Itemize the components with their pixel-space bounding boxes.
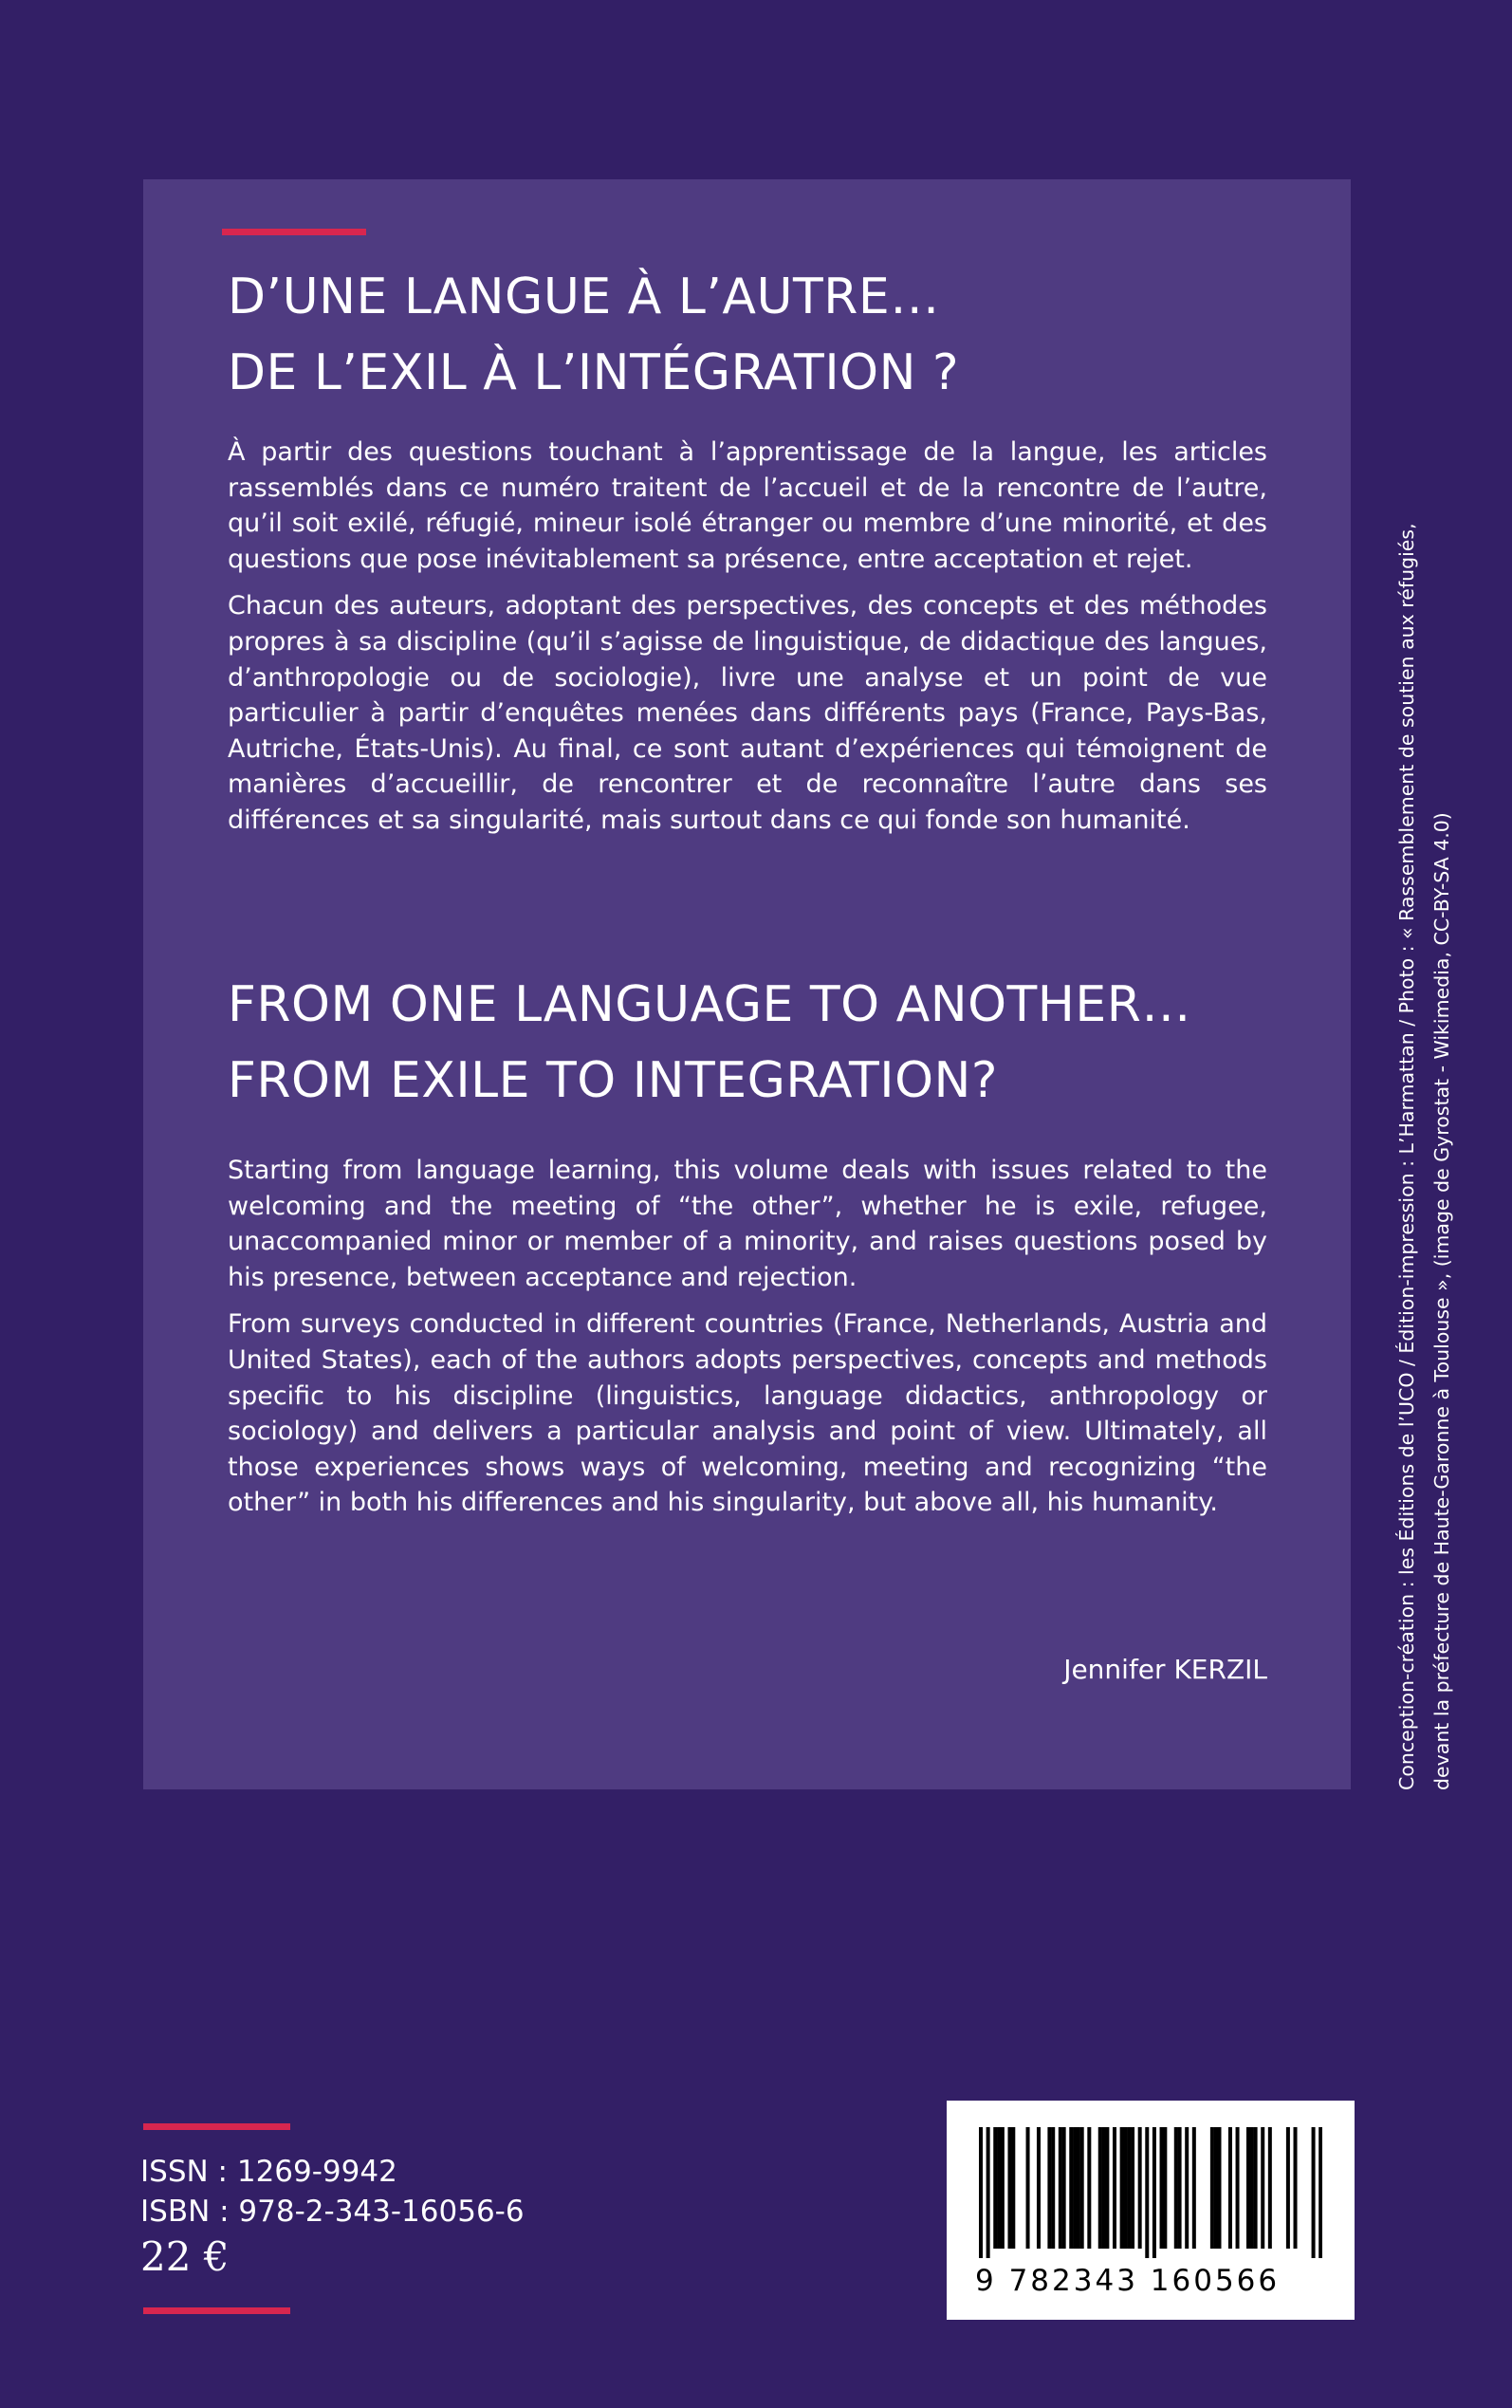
- barcode-bar: [993, 2127, 997, 2249]
- french-description: [228, 435, 1267, 850]
- barcode-bar: [979, 2127, 983, 2258]
- french-title: [228, 259, 1281, 411]
- credits-line2: devant la préfecture de Haute-Garonne à Toulouse », (image de Gyrostat - Wikimedia, CC-BY-SA 4.0): [1430, 812, 1453, 1790]
- english-paragraph-2: From surveys conducted in different countries (France, Netherlands, Austria and United States), each of the authors adopts perspectives, concepts and methods specific to his discipline (linguistics, language didactics, anthropology or sociology) and delivers a particular analysis and point of view. Ultimately, all those experiences shows ways of welcoming, meeting and recognizing “the other” in both his differences and his singularity, but above all, his humanity.: [228, 1309, 1267, 1518]
- barcode-bar: [1214, 2127, 1218, 2249]
- french-title-line1: D’UNE LANGUE À L’AUTRE…: [228, 269, 940, 325]
- english-paragraph-1: Starting from language learning, this volume deals with issues related to the welcoming and the meeting of “the other”, whether he is exile, refugee, unaccompanied minor or member of a minority, and raises questions posed by his presence, between acceptance and rejection.: [228, 1156, 1267, 1292]
- barcode-bar: [1131, 2127, 1134, 2249]
- barcode-bar: [1047, 2127, 1051, 2249]
- barcode-bar: [1051, 2127, 1055, 2249]
- issn-label: ISSN : 1269-9942: [140, 2155, 397, 2189]
- barcode-bar: [1261, 2127, 1264, 2249]
- barcode-bar: [1077, 2127, 1080, 2249]
- barcode: [947, 2101, 1355, 2320]
- barcode-bar: [1105, 2127, 1109, 2249]
- barcode-bar: [1268, 2127, 1272, 2249]
- barcode-bar: [1123, 2127, 1127, 2249]
- barcode-bar: [1145, 2127, 1149, 2258]
- barcode-bar: [1152, 2127, 1156, 2258]
- barcode-bar: [1098, 2127, 1102, 2249]
- english-title: [228, 967, 1281, 1119]
- barcode-bar: [1250, 2127, 1254, 2249]
- isbn-label: ISBN : 978-2-343-16056-6: [140, 2195, 525, 2229]
- barcode-bar: [1138, 2127, 1142, 2249]
- barcode-bars: [979, 2127, 1322, 2258]
- barcode-bar: [1178, 2127, 1182, 2249]
- french-paragraph-2: Chacun des auteurs, adoptant des perspectives, des concepts et des méthodes propres à sa discipline (qu’il s’agisse de linguistique, de didactique des langues, d’anthropologie ou de sociologie), livre une analyse et un point de vue particulier à partir d’enquêtes menées dans différents pays (France, Pays-Bas, Autriche, États-Unis). Au final, ce sont autant d’expériences qui témoignent de manières d’accueillir, de rencontrer et de reconnaître l’autre dans ses différences et sa singularité, mais surtout dans ce qui fonde son humanité.: [228, 591, 1267, 835]
- barcode-bar: [1102, 2127, 1106, 2249]
- barcode-bar: [1113, 2127, 1116, 2249]
- barcode-bar: [1069, 2127, 1073, 2249]
- english-description: [228, 1153, 1267, 1532]
- barcode-bar: [1192, 2127, 1196, 2249]
- french-paragraph-1: À partir des questions touchant à l’apprentissage de la langue, les articles rassemblés dans ce numéro traitent de l’accueil et de la rencontre de l’autre, qu’il soit exilé, réfugié, mineur isolé étranger ou membre d’une minorité, et des questions que pose inévitablement sa présence, entre acceptation et rejet.: [228, 437, 1267, 574]
- barcode-bar: [1127, 2127, 1131, 2249]
- barcode-bar: [997, 2127, 1001, 2249]
- publication-info: [140, 2152, 525, 2280]
- barcode-bar: [1059, 2127, 1062, 2249]
- barcode-bar: [1160, 2127, 1164, 2249]
- french-title-line2: DE L’EXIL À L’INTÉGRATION ?: [228, 344, 960, 401]
- barcode-bar: [1210, 2127, 1214, 2249]
- barcode-bar: [1080, 2127, 1084, 2249]
- accent-line-bottom-lower: [143, 2307, 290, 2314]
- barcode-bar: [1318, 2127, 1322, 2258]
- barcode-bar: [1011, 2127, 1015, 2249]
- barcode-digits: 9 782343 160566: [975, 2264, 1281, 2298]
- barcode-bar: [1073, 2127, 1077, 2249]
- barcode-bar: [1163, 2127, 1167, 2249]
- barcode-bar: [1120, 2127, 1124, 2249]
- barcode-bar: [1026, 2127, 1030, 2249]
- barcode-bar: [1001, 2127, 1005, 2249]
- barcode-bar: [1286, 2127, 1290, 2249]
- accent-line-top: [222, 229, 366, 235]
- barcode-bar: [986, 2127, 990, 2258]
- barcode-bar: [1217, 2127, 1221, 2249]
- barcode-bar: [1246, 2127, 1250, 2249]
- barcode-bar: [1254, 2127, 1258, 2249]
- barcode-bar: [1007, 2127, 1011, 2249]
- accent-line-bottom-upper: [143, 2123, 290, 2130]
- author-signature: Jennifer KERZIL: [1063, 1654, 1267, 1685]
- credits-line1: Conception-création : les Éditions de l’UCO / Édition-impression : L’Harmattan / Photo : « Rassemblement de soutien aux réfugiés,: [1395, 523, 1418, 1790]
- english-title-line1: FROM ONE LANGUAGE TO ANOTHER…: [228, 976, 1191, 1033]
- english-title-line2: FROM EXILE TO INTEGRATION?: [228, 1052, 998, 1109]
- barcode-bar: [1294, 2127, 1298, 2249]
- barcode-bar: [1236, 2127, 1240, 2249]
- barcode-bar: [1174, 2127, 1178, 2249]
- price-label: 22 €: [140, 2233, 230, 2280]
- vertical-credits: [1390, 405, 1460, 1790]
- barcode-bar: [1228, 2127, 1232, 2249]
- barcode-bar: [1312, 2127, 1316, 2258]
- barcode-bar: [1185, 2127, 1189, 2249]
- barcode-bar: [1087, 2127, 1091, 2249]
- barcode-bar: [1062, 2127, 1066, 2249]
- barcode-bar: [1037, 2127, 1041, 2249]
